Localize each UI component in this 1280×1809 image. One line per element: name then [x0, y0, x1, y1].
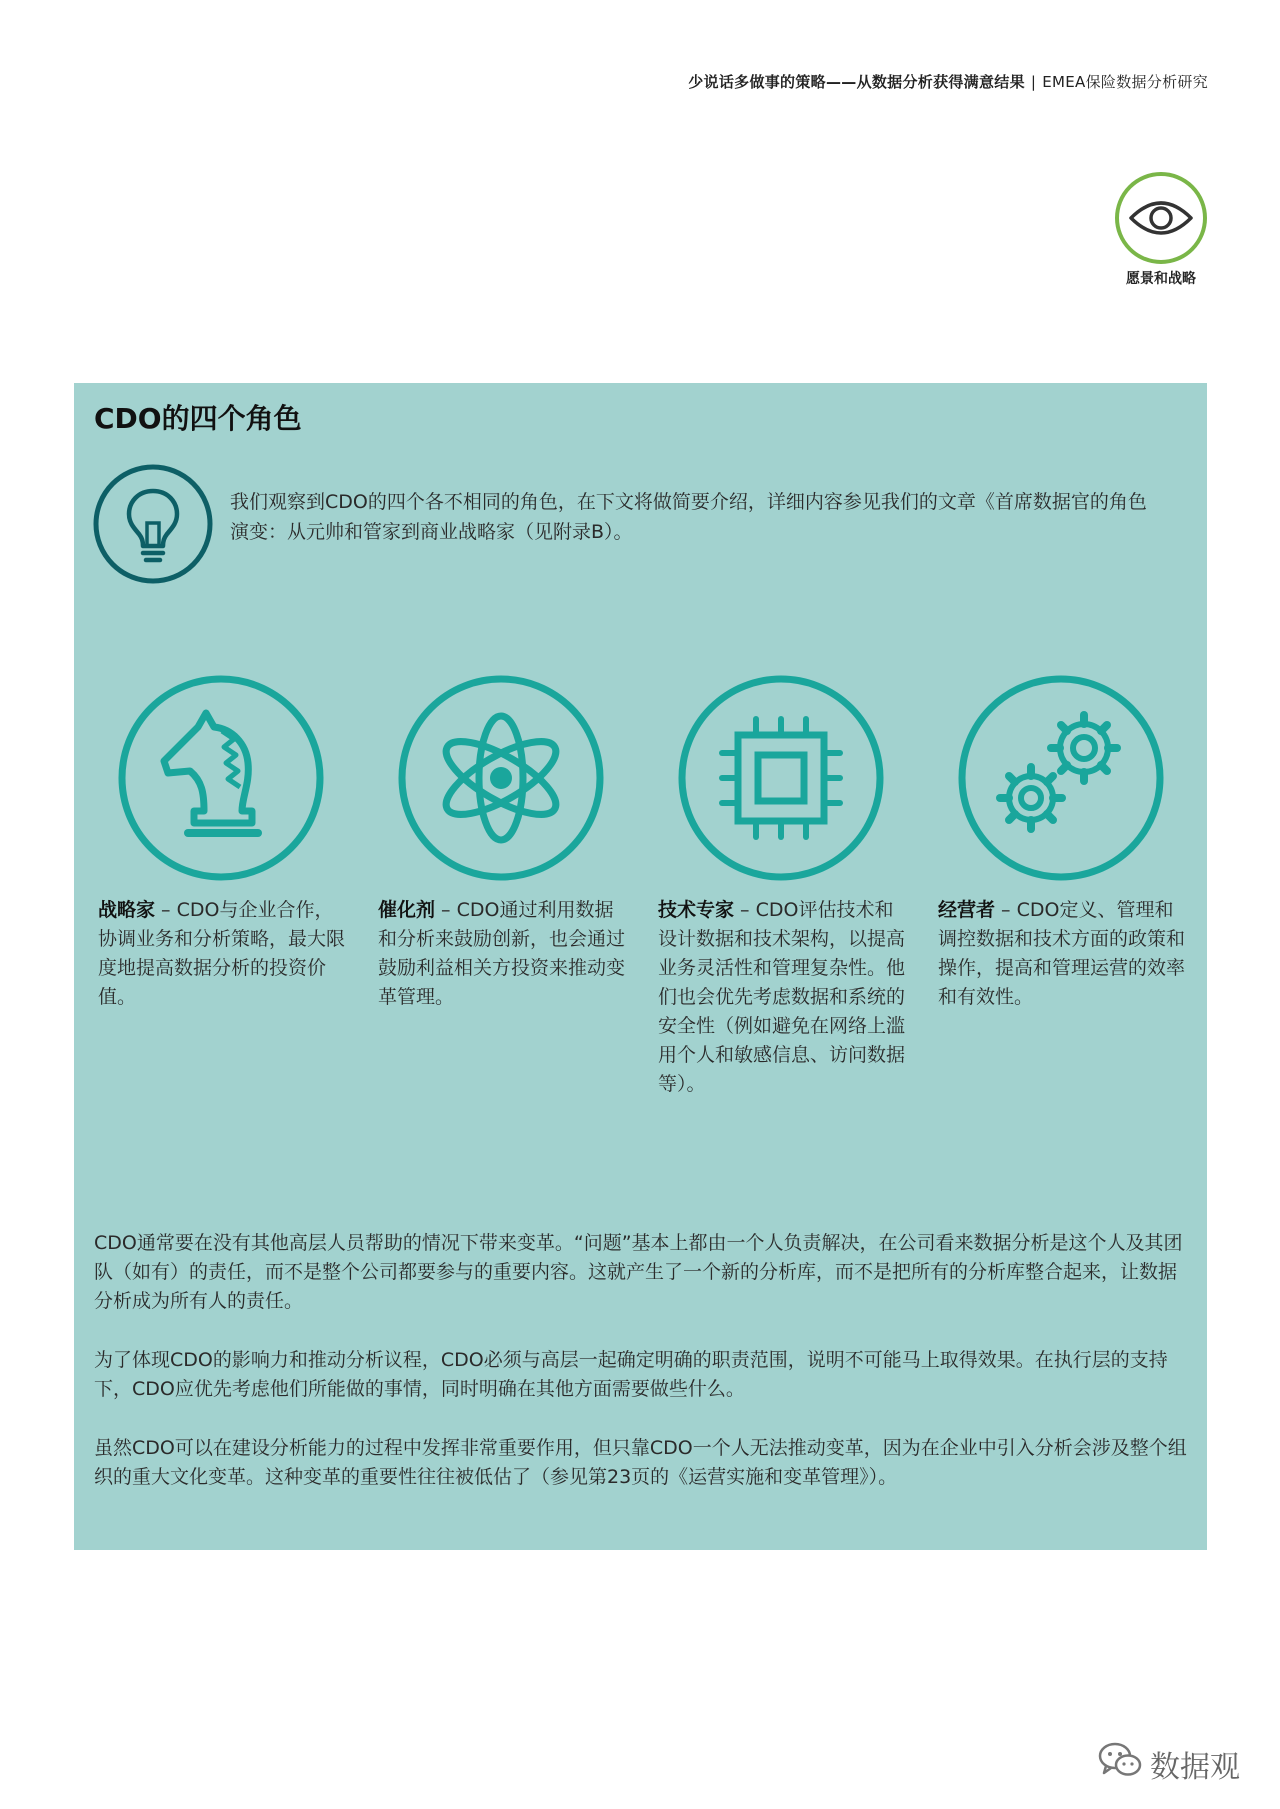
intro-text: 我们观察到CDO的四个各不相同的角色，在下文将做简要介绍，详细内容参见我们的文章《首席数据官的角色演变：从元帅和管家到商业战略家（见附录B）。 [230, 491, 1147, 543]
body-paragraph: CDO通常要在没有其他高层人员帮助的情况下带来变革。“问题”基本上都由一个人负责解决，在公司看来数据分析是这个人及其团队（如有）的责任，而不是整个公司都要参与的重要内容。这就产生了一个新的分析库，而不是把所有的分析库整合起来，让数据分析成为所有人的责任。 [94, 1232, 1183, 1312]
watermark-text: 数据观 [1150, 1750, 1240, 1785]
header-title-part1: 少说话多做事的策略 [688, 73, 826, 91]
cpu-chip-icon [676, 673, 886, 883]
eye-icon [1113, 170, 1209, 266]
watermark [1098, 1741, 1240, 1787]
role-description: – CDO与企业合作，协调业务和分析策略，最大限度地提高数据分析的投资价值。 [98, 899, 346, 1008]
role-description: – CDO通过利用数据和分析来鼓励创新，也会通过鼓励利益相关方投资来推动变革管理。 [378, 899, 626, 1008]
atom-icon [396, 673, 606, 883]
body-paragraph: 虽然CDO可以在建设分析能力的过程中发挥非常重要作用，但只靠CDO一个人无法推动变革，因为在企业中引入分析会涉及整个组织的重大文化变革。这种变革的重要性往往被低估了（参见第23页的《运营实施和变革管理》）。 [94, 1437, 1187, 1488]
section-label: 愿景和战略 [1126, 271, 1196, 287]
chess-knight-icon [116, 673, 326, 883]
role-name: 技术专家 [658, 899, 735, 921]
gears-icon [956, 673, 1166, 883]
running-header [688, 71, 1208, 92]
cdo-roles-panel [74, 383, 1207, 1550]
header-report-name: EMEA保险数据分析研究 [1042, 73, 1208, 91]
header-separator: | [1030, 73, 1037, 91]
header-title-part2: 从数据分析获得满意结果 [856, 73, 1025, 91]
wechat-icon [1098, 1741, 1142, 1787]
role-technologist [658, 896, 910, 1099]
role-name: 催化剂 [378, 899, 436, 921]
header-dash: —— [825, 73, 857, 91]
panel-title: CDO的四个角色 [94, 402, 302, 435]
body-paragraph: 为了体现CDO的影响力和推动分析议程，CDO必须与高层一起确定明确的职责范围，说明不可能马上取得效果。在执行层的支持下，CDO应优先考虑他们所能做的事情，同时明确在其他方面需要做些什么。 [94, 1349, 1168, 1400]
role-name: 战略家 [98, 899, 156, 921]
role-operator [938, 896, 1190, 1012]
role-strategist [98, 896, 350, 1012]
role-description: – CDO定义、管理和调控数据和技术方面的政策和操作，提高和管理运营的效率和有效性。 [938, 899, 1186, 1008]
role-name: 经营者 [938, 899, 996, 921]
role-description: – CDO评估技术和设计数据和技术架构，以提高业务灵活性和管理复杂性。他们也会优先考虑数据和系统的安全性（例如避免在网络上滥用个人和敏感信息、访问数据等）。 [658, 899, 906, 1095]
role-catalyst [378, 896, 630, 1012]
lightbulb-icon [92, 463, 214, 585]
